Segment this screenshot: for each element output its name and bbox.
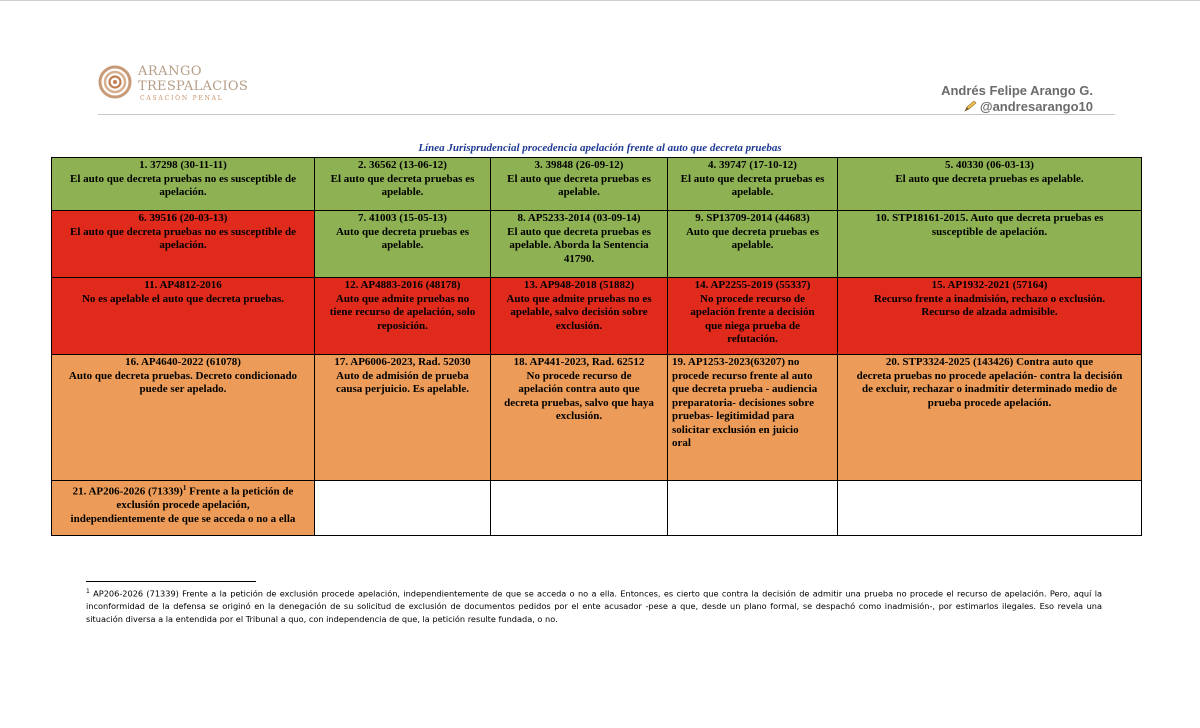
cell-line: apelable. (558, 186, 600, 198)
cell-line: 5. 40330 (06-03-13) (945, 159, 1034, 171)
pencil-icon (964, 100, 978, 112)
cell-line: apelable, salvo decisión sobre (510, 306, 648, 318)
cell-line: Recurso de alzada admisible. (921, 306, 1058, 318)
footnote-separator (86, 581, 256, 582)
cell-line: apelación contra auto que (518, 383, 640, 395)
cell-line: 17. AP6006-2023, Rad. 52030 (334, 356, 471, 368)
cell-line: apelación. (159, 186, 207, 198)
cell-line: exclusión. (555, 410, 603, 422)
cell-line: No es apelable el auto que decreta pruebas. (81, 292, 285, 305)
cell-line: Auto que decreta pruebas es (335, 225, 469, 238)
cell-line: El auto que decreta pruebas es (330, 172, 475, 185)
cell-line: tiene recurso de apelación, solo (329, 306, 476, 318)
cell-line: decreta pruebas no procede apelación- contra la decisión (856, 369, 1123, 382)
header-divider (98, 114, 1115, 115)
table-cell (315, 278, 491, 355)
cell-line: 9. SP13709-2014 (44683) (695, 212, 810, 224)
cell-line: El auto que decreta pruebas es (507, 225, 651, 238)
table-row (52, 158, 1142, 211)
cell-line: apelable. Aborda la Sentencia (509, 239, 649, 251)
cell-line: oral (672, 437, 691, 449)
cell-line: 18. AP441-2023, Rad. 62512 (513, 356, 645, 368)
table-cell (491, 481, 668, 536)
table-cell (315, 158, 491, 211)
footnote-text: AP206-2026 (71339) Frente a la petición de exclusión procede apelación, independientemente de que se acceda o no a ella. Entonces, es cierto que contra la decisión de admitir una prueba no procede el recurso de apelación. Pero, aquí la inconformidad de la defensa se originó en la denegación de su solicitud de exclusión de documentos pedidos por el ente acusador -pese a que, desde un plano formal, se despachó como inadmisión-, por estimarlos ilegales. Eso revela una situación diversa a la entendida por el Tribunal a quo, con independencia de que, la petición resulte fundada, o no. (86, 588, 1102, 624)
cell-line: Auto que decreta pruebas es (685, 225, 819, 238)
table-cell (52, 355, 315, 481)
table-cell (838, 158, 1142, 211)
cell-line: prueba procede apelación. (927, 396, 1052, 409)
cell-line: apelable. (731, 186, 774, 198)
cell-line: 41790. (563, 252, 595, 265)
cell-line: El auto que decreta pruebas es apelable. (895, 172, 1084, 185)
cell-line: que niega prueba de (704, 319, 801, 332)
footnote-marker: 1 (86, 588, 90, 595)
cell-line: reposición. (377, 319, 428, 332)
table-cell (52, 211, 315, 278)
cell-line: causa perjuicio. Es apelable. (336, 383, 469, 395)
table-cell (491, 211, 668, 278)
cell-line: 14. AP2255-2019 (55337) (694, 279, 811, 291)
logo-line-1: ARANGO (138, 64, 202, 79)
cell-line: 12. AP4883-2016 (48178) (344, 279, 461, 291)
table-cell (491, 278, 668, 355)
table-cell (838, 481, 1142, 536)
cell-line-with-footnote (56, 482, 310, 499)
cell-line: decreta pruebas, salvo que haya (504, 396, 654, 409)
cell-line: exclusión. (555, 319, 603, 332)
table-cell (668, 481, 838, 536)
cell-line: 2. 36562 (13-06-12) (358, 159, 447, 171)
cell-line: susceptible de apelación. (931, 225, 1048, 238)
cell-line: 16. AP4640-2022 (61078) (125, 356, 241, 368)
table-title: Línea Jurisprudencial procedencia apelación frente al auto que decreta pruebas (418, 142, 782, 154)
logo-line-3: CASACIÓN PENAL (140, 95, 224, 102)
cell-line: El auto que decreta pruebas es (680, 172, 825, 185)
cell-line: apelable. (381, 239, 424, 251)
cell-line: pruebas- legitimidad para (672, 410, 795, 422)
cell-line: 1. 37298 (30-11-11) (139, 159, 227, 171)
cell-line: 20. STP3324-2025 (143426) Contra auto que (885, 356, 1094, 368)
table-cell (668, 278, 838, 355)
table-cell (838, 355, 1142, 481)
cell-line: 4. 39747 (17-10-12) (708, 159, 797, 171)
cell-line: preparatoria- decisiones sobre (672, 396, 814, 409)
cell-line: Auto de admisión de prueba (336, 369, 469, 382)
author-handle: @andresarango10 (979, 99, 1093, 114)
cell-line: 3. 39848 (26-09-12) (534, 159, 624, 171)
author-name: Andrés Felipe Arango G. (941, 83, 1093, 98)
table-row (52, 211, 1142, 278)
cell-line: solicitar exclusión en juicio (672, 423, 799, 436)
table-cell (668, 355, 838, 481)
cell-line: Frente a la petición de (189, 485, 294, 498)
table-cell (491, 355, 668, 481)
cell-line: independientemente de que se acceda o no a ella (70, 512, 296, 525)
table-cell (491, 158, 668, 211)
table-cell (315, 355, 491, 481)
cell-line: 15. AP1932-2021 (57164) (931, 279, 1048, 291)
table-cell (52, 158, 315, 211)
cell-line: puede ser apelado. (139, 383, 227, 395)
cell-line: El auto que decreta pruebas es (507, 172, 651, 185)
cell-line: exclusión procede apelación, (116, 499, 250, 512)
cell-line: 19. AP1253-2023(63207) no (672, 356, 800, 368)
cell-line: No procede recurso de (526, 369, 632, 382)
cell-line: de excluir, rechazar o inadmitir determinado medio de (861, 383, 1117, 395)
table-row (52, 278, 1142, 355)
table-cell (315, 211, 491, 278)
table-cell (838, 211, 1142, 278)
table-row (52, 355, 1142, 481)
cell-line: procede recurso frente al auto (672, 369, 813, 382)
table-row (52, 481, 1142, 536)
table-cell (668, 158, 838, 211)
cell-line: apelable. (731, 239, 774, 251)
jurisprudence-table (51, 157, 1142, 536)
cell-line: Auto que decreta pruebas. Decreto condicionado (68, 369, 298, 382)
cell-line: 6. 39516 (20-03-13) (138, 212, 228, 224)
cell-line: El auto que decreta pruebas no es susceptible de (70, 172, 296, 185)
cell-line: 8. AP5233-2014 (03-09-14) (517, 212, 641, 224)
author-block (941, 83, 1093, 115)
cell-line: El auto que decreta pruebas no es susceptible de (70, 225, 296, 238)
cell-line: Recurso frente a inadmisión, rechazo o exclusión. (873, 292, 1106, 305)
cell-line: apelable. (381, 186, 424, 198)
cell-line: 7. 41003 (15-05-13) (358, 212, 447, 224)
cell-line: apelación frente a decisión (690, 306, 815, 318)
table-cell (668, 211, 838, 278)
spiral-logo-icon (98, 61, 132, 103)
cell-line: que decreta prueba - audiencia (672, 383, 818, 395)
cell-line: Auto que admite pruebas no (335, 292, 470, 305)
arango-trespalacios-logo (98, 61, 258, 111)
table-cell (315, 481, 491, 536)
cell-line: refutación. (727, 333, 778, 345)
cell-line: 11. AP4812-2016 (144, 279, 222, 291)
table-cell (52, 278, 315, 355)
logo-line-2: TRESPALACIOS (138, 79, 249, 94)
cell-line: 21. AP206-2026 (71339) (72, 485, 183, 498)
cell-line: 10. STP18161-2015. Auto que decreta pruebas es (875, 212, 1104, 224)
cell-line: apelación. (159, 239, 207, 251)
table-cell (52, 481, 315, 536)
cell-line: Auto que admite pruebas no es (506, 292, 652, 305)
footnote (86, 586, 1102, 625)
table-cell (838, 278, 1142, 355)
cell-line: No procede recurso de (700, 292, 805, 305)
cell-line: 13. AP948-2018 (51882) (523, 279, 635, 291)
footnote-ref: 1 (182, 484, 187, 492)
